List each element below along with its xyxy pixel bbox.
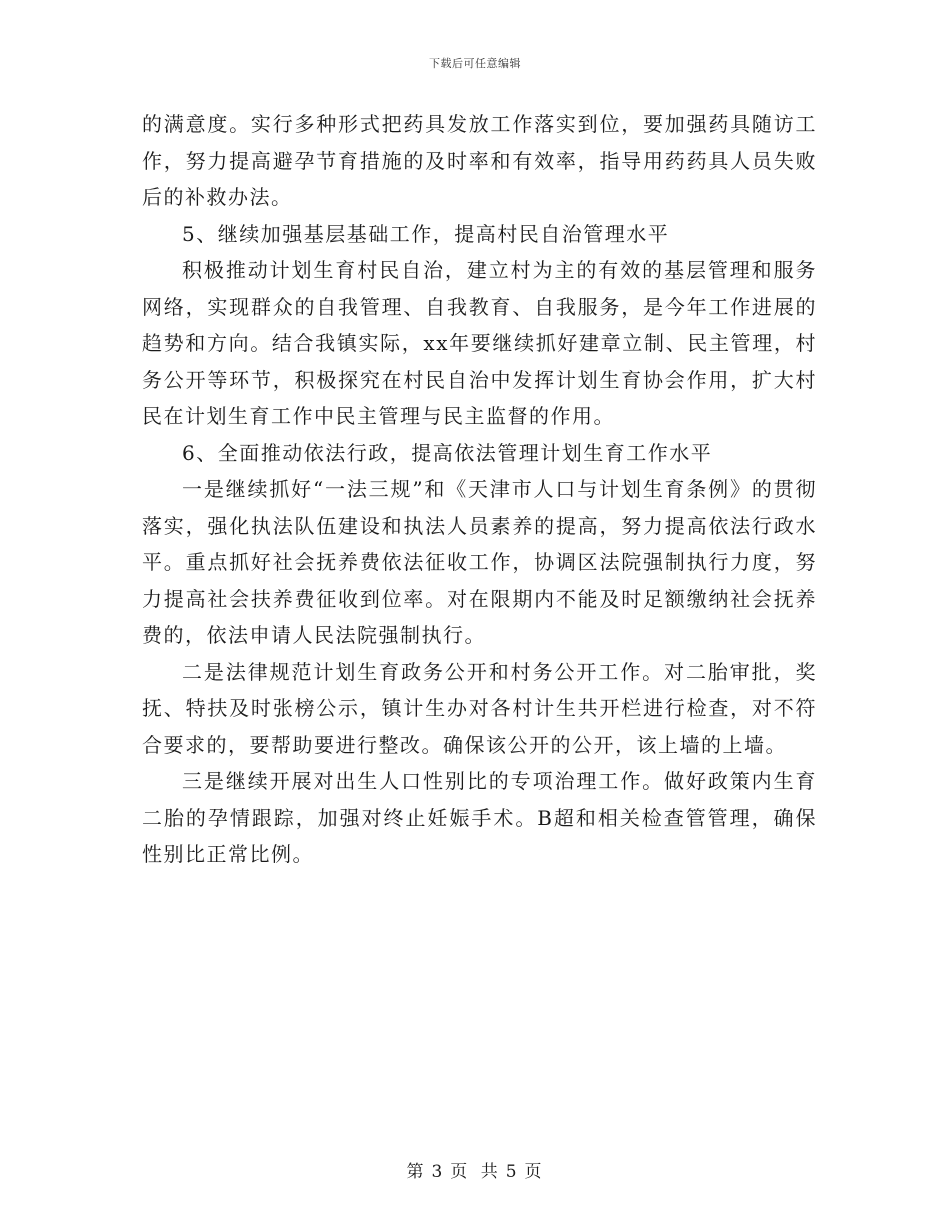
paragraph: 三是继续开展对出生人口性别比的专项治理工作。做好政策内生育二胎的孕情跟踪，加强对终止妊娠手术。B超和相关检查管管理，确保性别比正常比例。 bbox=[142, 769, 817, 866]
document-body bbox=[142, 106, 817, 873]
page-total: 5 bbox=[505, 1162, 519, 1182]
paragraph: 的满意度。实行多种形式把药具发放工作落实到位，要加强药具随访工作，努力提高避孕节育措施的及时率和有效率，指导用药药具人员失败后的补救办法。 bbox=[142, 112, 817, 209]
paragraph: 积极推动计划生育村民自治，建立村为主的有效的基层管理和服务网络，实现群众的自我管理、自我教育、自我服务，是今年工作进展的趋势和方向。结合我镇实际，xx年要继续抓好建章立制、民主管理，村务公开等环节，积极探究在村民自治中发挥计划生育协会作用，扩大村民在计划生育工作中民主管理与民主监督的作用。 bbox=[142, 258, 817, 428]
paragraph: 二是法律规范计划生育政务公开和村务公开工作。对二胎审批，奖抚、特扶及时张榜公示，镇计生办对各村计生共开栏进行检查，对不符合要求的，要帮助要进行整改。确保该公开的公开，该上墙的上墙。 bbox=[142, 659, 817, 757]
page-header: 下载后可任意编辑 bbox=[429, 57, 521, 70]
footer-middle: 页 共 bbox=[450, 1162, 500, 1182]
page-footer bbox=[0, 1157, 950, 1182]
footer-prefix: 第 bbox=[406, 1162, 426, 1182]
page-number: 3 bbox=[431, 1162, 445, 1182]
section-heading: 6、全面推动依法行政，提高依法管理计划生育工作水平 bbox=[182, 440, 713, 465]
paragraph: 一是继续抓好“一法三规”和《天津市人口与计划生育条例》的贯彻落实，强化执法队伍建设和执法人员素养的提高，努力提高依法行政水平。重点抓好社会抚养费依法征收工作，协调区法院强制执行力度，努力提高社会扶养费征收到位率。对在限期内不能及时足额缴纳社会抚养费的，依法申请人民法院强制执行。 bbox=[142, 477, 817, 647]
section-heading: 5、继续加强基层基础工作，提高村民自治管理水平 bbox=[182, 221, 670, 246]
footer-suffix: 页 bbox=[524, 1162, 544, 1182]
